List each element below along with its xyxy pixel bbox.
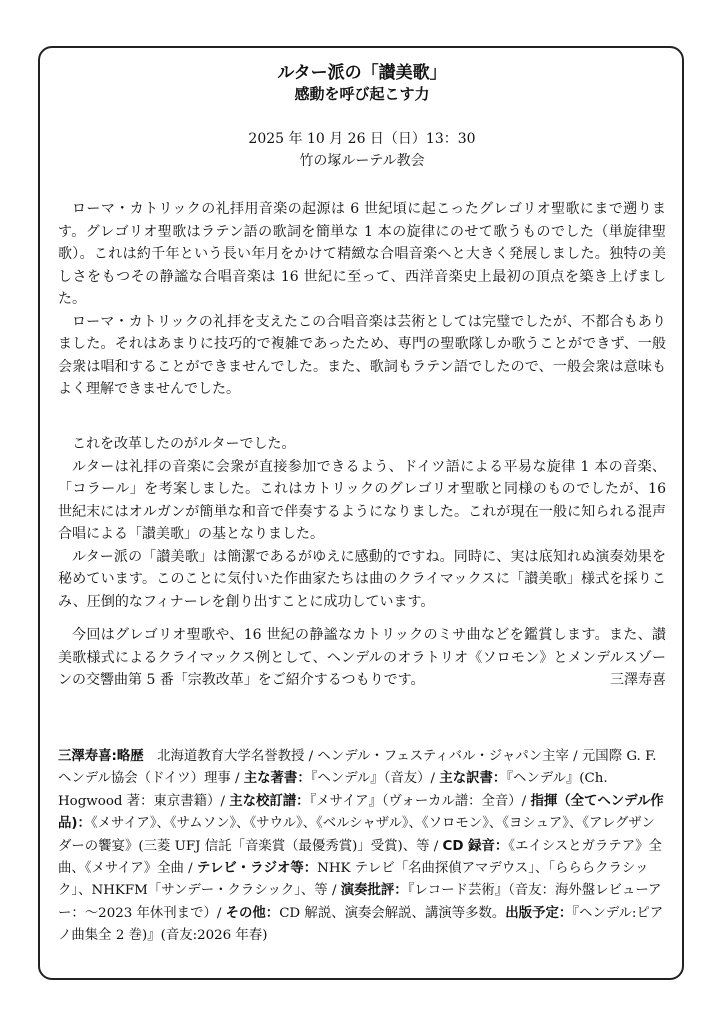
paragraph: [58, 624, 666, 692]
author-biography: [58, 746, 666, 948]
signature: 三澤寿喜: [610, 672, 666, 688]
bio-text: 《メサイア》、《サムソン》、《サウル》、《ベルシャザル》、《ソロモン》、《ヨシュア》、《アレグザンダーの饗宴》(三菱 UFJ 信託「音楽賞（最優秀賞)」受賞)、等 /: [58, 816, 655, 854]
bio-label: テレビ・ラジオ等：: [196, 861, 318, 877]
bio-label: 指揮（全てヘンデル作品)：: [58, 793, 664, 832]
bio-text: 《エイシスとガラテア》全曲、《メサイア》全曲 /: [58, 838, 662, 877]
paragraph: ルターは礼拝の音楽に会衆が直接参加できるよう、ドイツ語による平易な旋律 1 本の音楽、「コラール」を考案しました。これはカトリックのグレゴリオ聖歌と同様のものでしたが、16 世紀末にはオルガンが簡単な和音で伴奏するようになりました。これが現在一般に知られる混声合唱による「讃美歌」の基となりました。: [58, 458, 666, 542]
page-subtitle: 感動を呼び起こす力: [294, 85, 430, 103]
bio-label: 主な校訂譜：: [229, 793, 310, 809]
paragraph: ローマ・カトリックの礼拝用音楽の起源は 6 世紀頃に起こったグレゴリオ聖歌にまで遡ります。グレゴリオ聖歌はラテン語の歌詞を簡単な 1 本の旋律にのせて歌うものでした（単旋律聖歌）。これは約千年という長い年月をかけて精緻な合唱音楽へと大きく発展しました。独特の美しさをもつその静謐な合唱音楽は 16 世紀に至って、西洋音楽史上最初の頂点を築き上げました。: [58, 201, 666, 307]
bio-text: 『ヘンデル』（音友）/: [310, 771, 440, 787]
paragraph: ローマ・カトリックの礼拝を支えたこの合唱音楽は芸術としては完璧でしたが、不都合もありました。それはあまりに技巧的で複雑であったため、専門の聖歌隊しか歌うことができず、一般会衆は唱和することができませんでした。また、歌詞もラテン語でしたので、一般会衆は意味もよく理解できませんでした。: [58, 313, 666, 397]
event-venue: 竹の塚ルーテル教会: [299, 153, 425, 169]
bio-text: 『メサイア』（ヴォーカル譜：全音）/: [309, 793, 531, 809]
bio-text: CD 解説、演奏会解説、講演等多数。: [279, 905, 506, 921]
bio-text: 『ヘンデル』(Ch. Hogwood 著：東京書籍）/: [58, 771, 608, 809]
bio-label: 三澤寿喜:略歴: [58, 749, 144, 764]
bio-text: 『レコード芸術』（音友：海外盤レビューアー：～2023 年休刊まで）/: [58, 883, 662, 921]
bio-text: NHK テレビ「名曲探偵アマデウス」、「らららクラシック」、NHKFM「サンデー・クラシック」、等 /: [58, 861, 649, 899]
bio-label: 主な訳書：: [439, 771, 507, 787]
bio-label: CD 録音：: [442, 838, 509, 854]
intro-section: [58, 198, 666, 401]
paragraph: これを改革したのがルターでした。: [72, 436, 296, 452]
bio-label: 主な著書：: [243, 771, 311, 787]
event-datetime: 2025 年 10 月 26 日（日）13：30: [248, 131, 476, 147]
program-section: [58, 624, 666, 692]
bio-label: その他：: [225, 905, 280, 921]
program-text: 今回はグレゴリオ聖歌や、16 世紀の静謐なカトリックのミサ曲などを鑑賞します。また、讃美歌様式によるクライマックス例として、ヘンデルのオラトリオ《ソロモン》とメンデルスゾーンの交響曲第 5 番「宗教改革」をご紹介するつもりです。: [58, 627, 666, 688]
bio-text: 北海道教育大学名誉教授 / ヘンデル・フェスティバル・ジャパン主宰 / 元国際 G. F. ヘンデル協会（ドイツ）理事 /: [58, 749, 657, 787]
page-title: ルター派の「讃美歌」: [277, 63, 447, 83]
bio-label: 出版予定：: [505, 905, 573, 921]
reform-section: [58, 433, 666, 613]
paragraph: ルター派の「讃美歌」は簡潔であるがゆえに感動的ですね。同時に、実は底知れぬ演奏効果を秘めています。このことに気付いた作曲家たちは曲のクライマックスに「讃美歌」様式を採りこみ、圧倒的なフィナーレを創り出すことに成功しています。: [58, 548, 666, 610]
bio-text: 『ヘンデル:ピアノ曲集全 2 巻)』(音友:2026 年春): [58, 905, 664, 944]
bio-label: 演奏批評：: [340, 883, 408, 899]
